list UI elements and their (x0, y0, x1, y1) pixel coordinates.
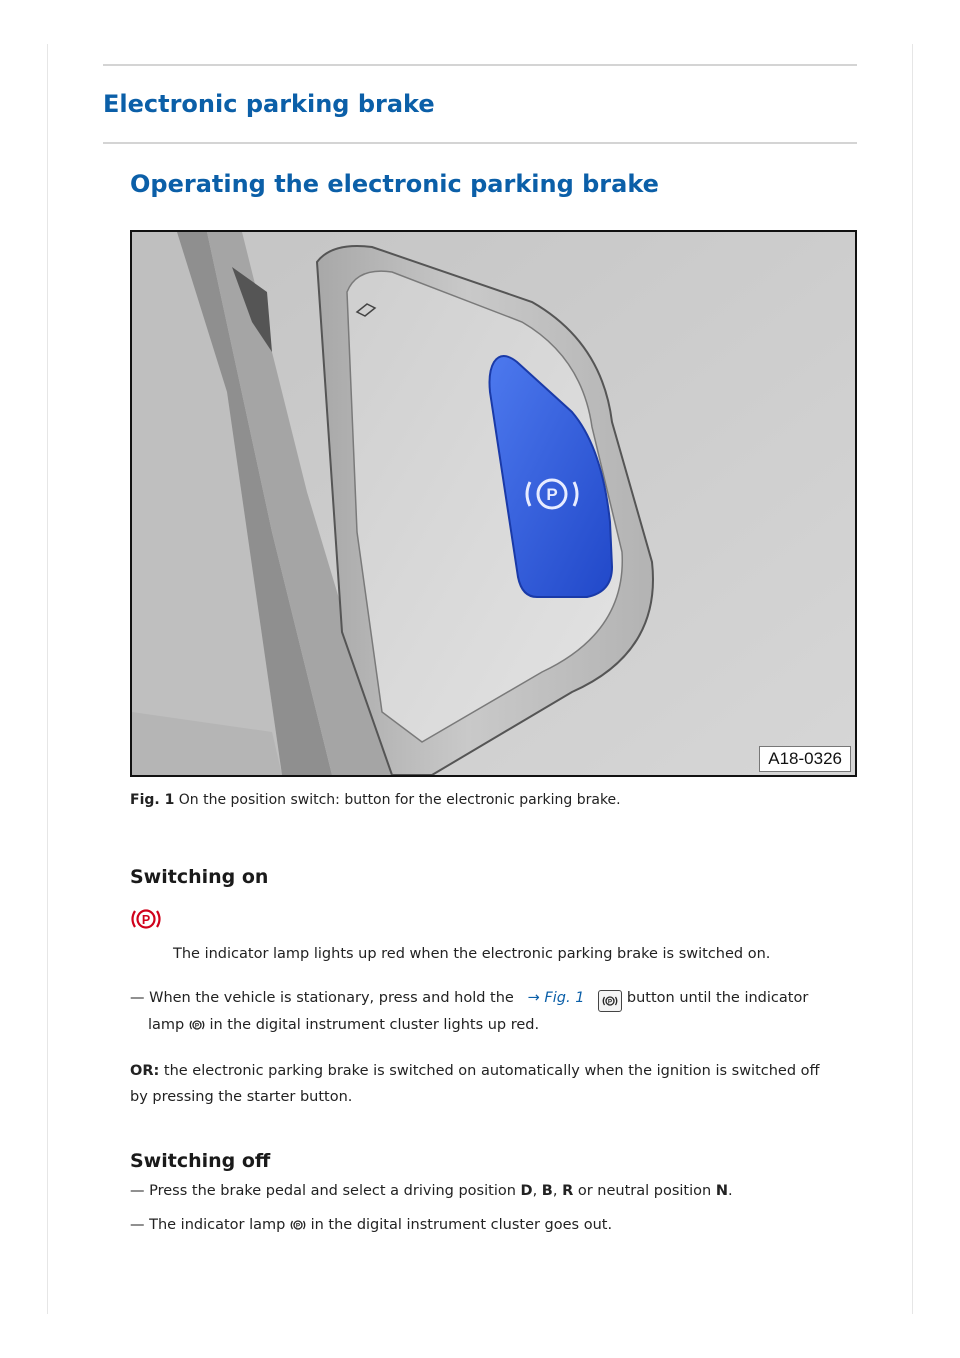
heading-divider (103, 142, 857, 144)
indicator-lamp-icon (290, 1218, 306, 1232)
position-n: N (715, 1183, 728, 1199)
switch-on-step (130, 985, 808, 1012)
parking-brake-lamp-icon (130, 907, 162, 931)
position-switch-illustration (132, 232, 855, 775)
svg-text:P: P (546, 485, 558, 504)
svg-text:P: P (295, 1222, 301, 1230)
figure-caption (130, 792, 621, 808)
or-paragraph-line2: by pressing the starter button. (130, 1089, 353, 1105)
indicator-lamp-icon (189, 1018, 205, 1032)
right-margin-line (912, 44, 913, 1314)
position-d: D (520, 1183, 533, 1199)
list-dash: — (130, 990, 145, 1006)
step1-text: Press the brake pedal and select a driving position (149, 1183, 516, 1199)
position-b: B (541, 1183, 553, 1199)
page-heading: Electronic parking brake (103, 90, 435, 118)
svg-text:P: P (194, 1022, 199, 1030)
parking-brake-button-icon (598, 990, 622, 1012)
figure-parking-brake-button (130, 230, 857, 777)
step1-text-2: or neutral position (577, 1183, 712, 1199)
figure-code: A18-0326 (759, 746, 851, 772)
svg-text:P: P (141, 913, 151, 927)
svg-text:P: P (608, 998, 613, 1006)
step-line2-end: in the digital instrument cluster lights up red. (209, 1017, 540, 1033)
lamp-note: The indicator lamp lights up red when the electronic parking brake is switched on. (173, 946, 771, 962)
caption-label: Fig. 1 (130, 792, 175, 808)
or-text-line1: the electronic parking brake is switched on automatically when the ignition is switched off (163, 1063, 820, 1079)
switching-off-title: Switching off (130, 1150, 271, 1172)
position-r: R (562, 1183, 574, 1199)
section-title: Operating the electronic parking brake (130, 170, 659, 198)
step-suffix: button until the indicator (626, 990, 809, 1006)
left-margin-line (47, 44, 48, 1314)
switch-on-step-line2 (148, 1012, 539, 1038)
list-dash: — (130, 1217, 145, 1233)
or-paragraph (130, 1058, 820, 1084)
caption-text: On the position switch: button for the electronic parking brake. (178, 792, 621, 808)
list-dash: — (130, 1183, 145, 1199)
step2-text-2: in the digital instrument cluster goes out. (310, 1217, 613, 1233)
figure-reference-link[interactable]: Fig. 1 (544, 990, 585, 1006)
top-divider (103, 64, 857, 66)
arrow-icon: → (527, 990, 540, 1006)
step-line2-start: lamp (148, 1017, 185, 1033)
switching-on-title: Switching on (130, 866, 269, 888)
step2-text: The indicator lamp (149, 1217, 286, 1233)
or-label: OR: (130, 1063, 160, 1079)
step-prefix: When the vehicle is stationary, press and hold the (149, 990, 514, 1006)
switch-off-step-2 (130, 1212, 612, 1238)
switch-off-step-1: — Press the brake pedal and select a driving position D, B, R or neutral position N. (130, 1183, 733, 1199)
